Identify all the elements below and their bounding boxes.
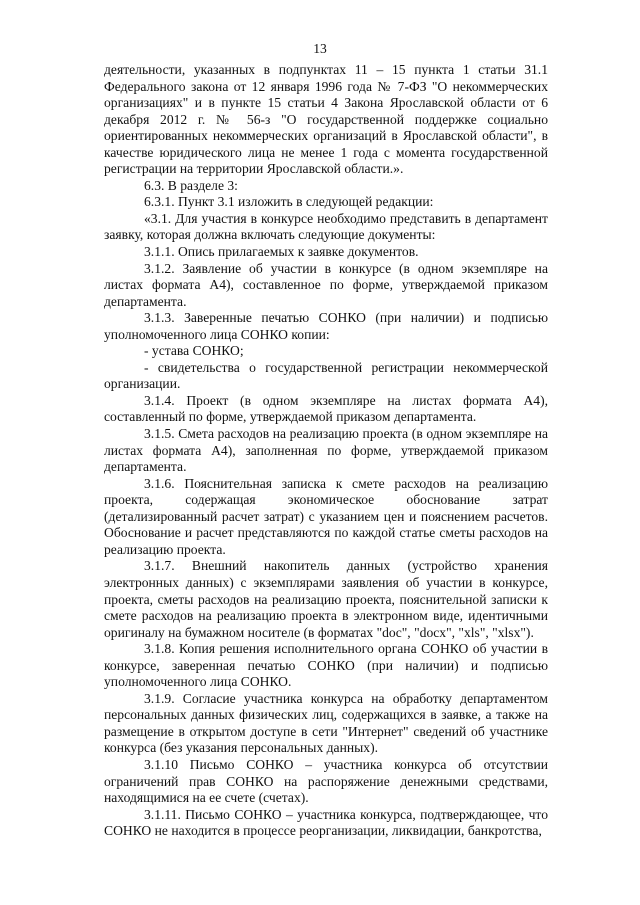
- paragraph: 3.1.2. Заявление об участии в конкурсе (в одном экземпляре на листах формата А4), составленное по форме, утверждаемой приказом департамента.: [104, 260, 548, 309]
- paragraph: 6.3.1. Пункт 3.1 изложить в следующей редакции:: [144, 194, 434, 210]
- paragraph: 3.1.10 Письмо СОНКО – участника конкурса об отсутствии ограничений прав СОНКО на распоряжение денежными средствами, находящимися на ее счете (счетах).: [104, 756, 548, 806]
- page-number: 13: [313, 41, 327, 56]
- paragraph: 6.3. В разделе 3:: [144, 177, 238, 193]
- paragraph: - свидетельства о государственной регистрации некоммерческой организации.: [104, 359, 548, 392]
- paragraph: 3.1.6. Пояснительная записка к смете расходов на реализацию проекта, содержащая экономическое обоснование затрат (детализированный расчет затрат) с указанием цен и пояснением расчетов. Обоснование и расчет представляются по каждой статье сметы расходов на реализацию проекта.: [104, 475, 548, 557]
- paragraph: 3.1.5. Смета расходов на реализацию проекта (в одном экземпляре на листах формата А4), заполненная по форме, утверждаемой приказом департамента.: [104, 426, 548, 475]
- paragraph: - устава СОНКО;: [144, 343, 244, 359]
- paragraph: 3.1.8. Копия решения исполнительного органа СОНКО об участии в конкурсе, заверенная печатью СОНКО (при наличии) и подписью уполномоченного лица СОНКО.: [104, 641, 548, 690]
- paragraph: 3.1.9. Согласие участника конкурса на обработку департаментом персональных данных физических лиц, содержащихся в заявке, а также на размещение в открытом доступе в сети "Интернет" сведений об участнике конкурса (без указания персональных данных).: [104, 690, 548, 756]
- paragraph: деятельности, указанных в подпунктах 11 – 15 пункта 1 статьи 31.1 Федерального закона от 12 января 1996 года № 7-ФЗ "О некоммерческих организациях" и в пункте 15 статьи 4 Закона Ярославской области от 6 декабря 2012 г. № 56-з "О государственной поддержке социально ориентированных некоммерческих организаций в Ярославской области", в качестве юридического лица не менее 1 года с момента государственной регистрации на территории Ярославской области.».: [104, 62, 548, 177]
- paragraph: «3.1. Для участия в конкурсе необходимо представить в департамент заявку, которая должна включать следующие документы:: [104, 210, 548, 243]
- paragraph: 3.1.7. Внешний накопитель данных (устройство хранения электронных данных) с экземплярами заявления об участии в конкурсе, проекта, сметы расходов на реализацию проекта, пояснительной записки к смете расходов на реализацию проекта в электронном виде, идентичными оригиналу на бумажном носителе (в форматах "doc", "docx", "xls", "xlsx").: [104, 558, 548, 640]
- paragraph: 3.1.11. Письмо СОНКО – участника конкурса, подтверждающее, что СОНКО не находится в процессе реорганизации, ликвидации, банкротства,: [104, 806, 548, 839]
- paragraph: 3.1.1. Опись прилагаемых к заявке документов.: [144, 244, 419, 260]
- document-body: [104, 62, 548, 840]
- paragraph: 3.1.3. Заверенные печатью СОНКО (при наличии) и подписью уполномоченного лица СОНКО копии:: [104, 310, 548, 342]
- paragraph: 3.1.4. Проект (в одном экземпляре на листах формата А4), составленный по форме, утверждаемой приказом департамента.: [104, 392, 548, 425]
